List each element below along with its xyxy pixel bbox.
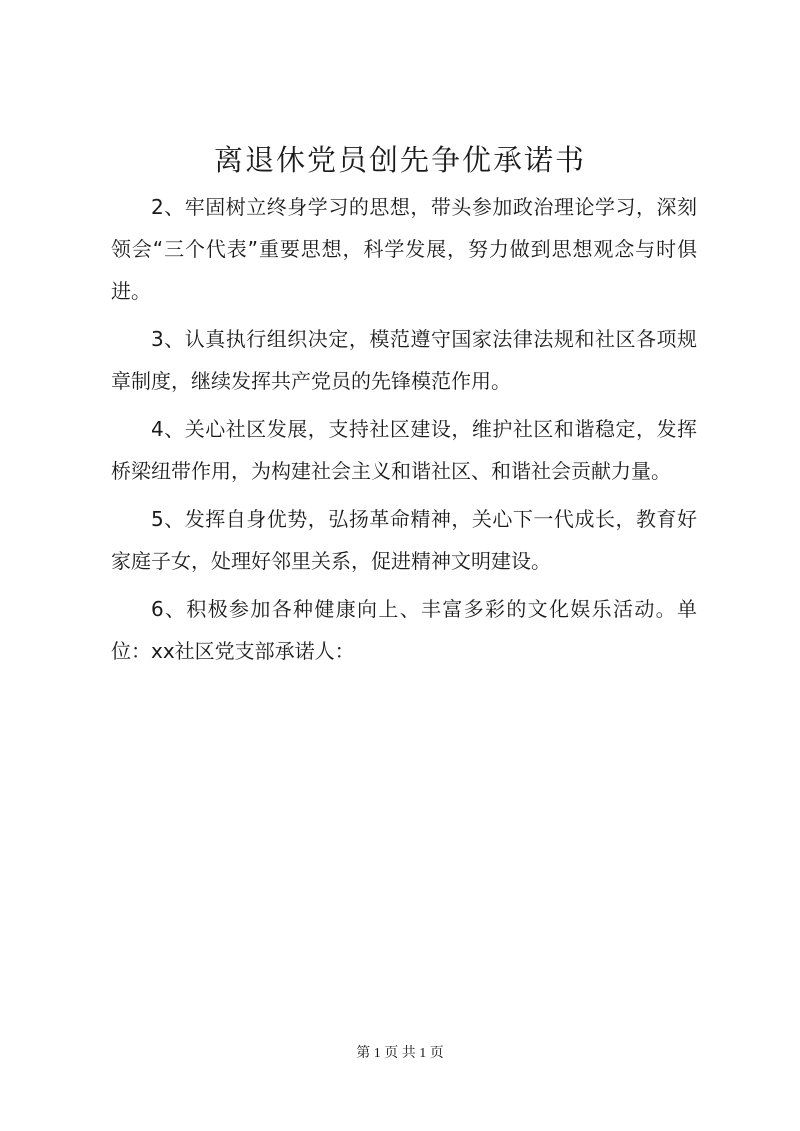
page-total-label: 共 1 页 (401, 1046, 444, 1061)
page-number-label: 第 1 页 (356, 1046, 399, 1061)
paragraph-item-6: 6、积极参加各种健康向上、丰富多彩的文化娱乐活动。单位：xx社区党支部承诺人： (111, 597, 697, 663)
paragraph-item-4: 4、关心社区发展，支持社区建设，维护社区和谐稳定，发挥桥梁纽带作用，为构建社会主义和谐社区、和谐社会贡献力量。 (111, 417, 697, 483)
page-footer (0, 1044, 800, 1064)
document-body (111, 186, 697, 678)
paragraph-item-5: 5、发挥自身优势，弘扬革命精神，关心下一代成长，教育好家庭子女，处理好邻里关系，促进精神文明建设。 (111, 507, 697, 573)
paragraph-item-2: 2、牢固树立终身学习的思想，带头参加政治理论学习，深刻领会“三个代表”重要思想，科学发展，努力做到思想观念与时俱进。 (111, 195, 697, 303)
document-title: 离退休党员创先争优承诺书 (213, 143, 586, 177)
paragraph-item-3: 3、认真执行组织决定，模范遵守国家法律法规和社区各项规章制度，继续发挥共产党员的先锋模范作用。 (111, 327, 697, 393)
